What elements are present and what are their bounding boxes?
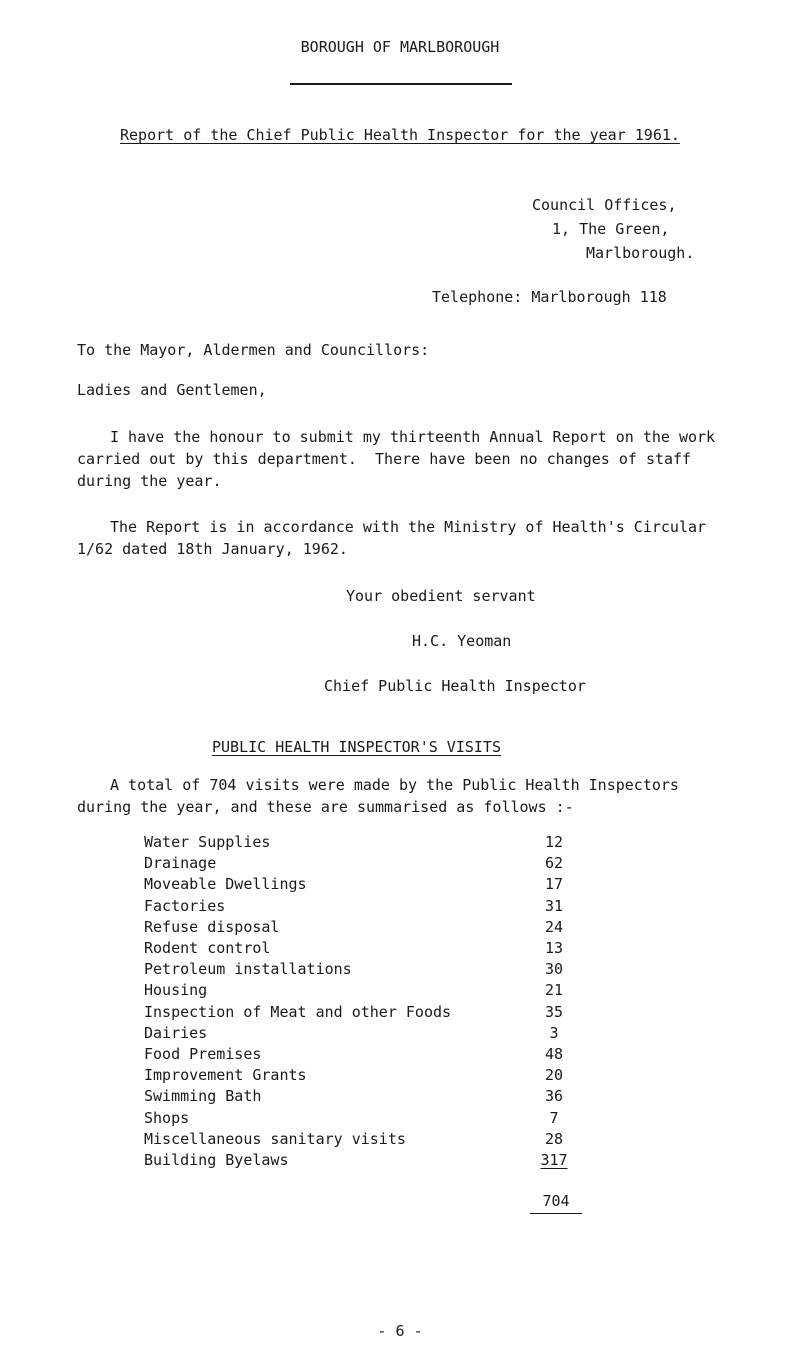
visit-category: Food Premises [144, 1045, 262, 1063]
report-title: Report of the Chief Public Health Inspector for the year 1961. [120, 126, 680, 144]
visit-count: 35 [544, 1002, 564, 1021]
page-number: - 6 - [377, 1322, 423, 1340]
address-line-1: Council Offices, [532, 196, 677, 214]
salutation: To the Mayor, Aldermen and Councillors: [77, 341, 430, 359]
table-row [144, 1151, 604, 1171]
table-row [144, 854, 604, 874]
address-line-2: 1, The Green, [552, 220, 670, 238]
paragraph-1-line-3: during the year. [77, 472, 222, 490]
visit-count: 62 [544, 854, 564, 873]
visits-heading: PUBLIC HEALTH INSPECTOR'S VISITS [212, 738, 501, 756]
closing: Your obedient servant [346, 587, 536, 605]
table-row [144, 875, 604, 895]
table-row [144, 1130, 604, 1150]
visits-total: 704 [542, 1192, 570, 1210]
visit-count: 30 [544, 960, 564, 979]
header-divider [290, 83, 512, 85]
paragraph-2-line-1: The Report is in accordance with the Ministry of Health's Circular [110, 518, 707, 536]
visit-count: 24 [544, 917, 564, 936]
table-row [144, 918, 604, 938]
table-row [144, 939, 604, 959]
visit-category: Refuse disposal [144, 917, 280, 936]
signatory-title: Chief Public Health Inspector [324, 677, 586, 695]
paragraph-2-line-2: 1/62 dated 18th January, 1962. [77, 540, 348, 558]
signatory-name: H.C. Yeoman [412, 632, 512, 650]
visit-category: Miscellaneous sanitary visits [144, 1129, 406, 1148]
visit-count: 31 [544, 896, 564, 915]
visits-intro-line-1: A total of 704 visits were made by the Public Health Inspectors [110, 776, 679, 794]
visit-category: Petroleum installations [144, 960, 352, 979]
visit-category: Drainage [144, 854, 217, 873]
visits-intro-line-2: during the year, and these are summarised as follows :- [77, 798, 574, 816]
visit-count: 3 [549, 1023, 559, 1042]
table-row [144, 1109, 604, 1129]
visit-count: 21 [544, 981, 564, 1000]
visit-category: Building Byelaws [144, 1151, 289, 1169]
visit-category: Housing [144, 981, 208, 1000]
visit-category: Water Supplies [144, 833, 271, 851]
visit-count: 17 [544, 875, 564, 894]
visit-category: Rodent control [144, 939, 271, 957]
visit-count: 317 [540, 1151, 568, 1169]
visit-category: Factories [144, 896, 226, 915]
visit-category: Moveable Dwellings [144, 875, 307, 894]
visit-count: 13 [544, 939, 564, 957]
visit-category: Swimming Bath [144, 1087, 262, 1106]
telephone: Telephone: Marlborough 118 [432, 288, 667, 306]
visit-count: 7 [549, 1108, 559, 1127]
visit-count: 36 [544, 1087, 564, 1106]
visit-category: Shops [144, 1108, 190, 1127]
table-row [144, 833, 604, 853]
visit-category: Dairies [144, 1023, 208, 1042]
visit-category: Inspection of Meat and other Foods [144, 1002, 452, 1021]
paragraph-1-line-1: I have the honour to submit my thirteenth Annual Report on the work [110, 428, 716, 446]
borough-heading: BOROUGH OF MARLBOROUGH [300, 38, 500, 56]
table-row [144, 1066, 604, 1086]
paragraph-1-line-2: carried out by this department. There have been no changes of staff [77, 450, 692, 468]
address-line-3: Marlborough. [586, 244, 695, 262]
table-row [144, 897, 604, 917]
visit-count: 12 [544, 833, 564, 851]
table-row [144, 1003, 604, 1023]
table-row [144, 1045, 604, 1065]
total-underline [530, 1213, 582, 1214]
visit-count: 20 [544, 1066, 564, 1085]
visit-count: 28 [544, 1129, 564, 1148]
visit-category: Improvement Grants [144, 1066, 307, 1085]
table-row [144, 960, 604, 980]
visit-count: 48 [544, 1045, 564, 1063]
table-row [144, 1024, 604, 1044]
table-row [144, 1087, 604, 1107]
greeting: Ladies and Gentlemen, [77, 381, 267, 399]
table-row [144, 981, 604, 1001]
